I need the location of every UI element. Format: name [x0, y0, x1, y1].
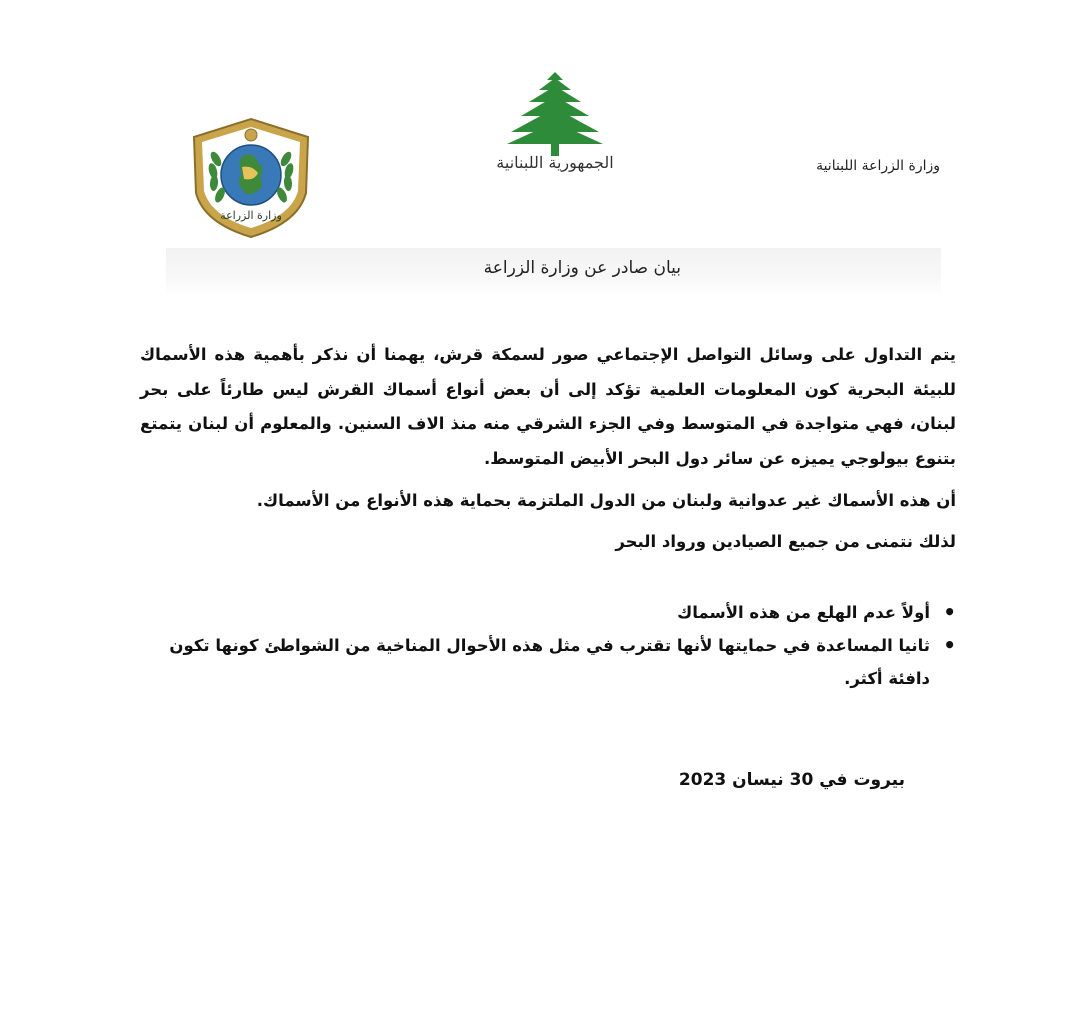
cedar-tree-icon — [505, 70, 605, 158]
statement-body — [140, 338, 956, 559]
ministry-name: وزارة الزراعة اللبنانية — [816, 158, 940, 174]
recommendations-list — [140, 596, 956, 695]
emblem-caption: وزارة الزراعة — [220, 209, 282, 222]
paragraph-appeal: لذلك نتمنى من جميع الصيادين ورواد البحر — [615, 531, 956, 551]
list-item: • ثانيا المساعدة في حمايتها لأنها تقترب في مثل هذه الأحوال المناخية من الشواطئ كونها تكون دافئة أكثر. — [140, 629, 930, 695]
republic-name: الجمهورية اللبنانية — [496, 153, 614, 172]
ministry-emblem-logo — [186, 115, 316, 240]
statement-title: بيان صادر عن وزارة الزراعة — [483, 258, 681, 278]
cedar-tree-logo — [505, 70, 605, 158]
shield-emblem-icon — [186, 115, 316, 240]
list-item: • أولاً عدم الهلع من هذه الأسماك — [140, 596, 930, 629]
date-location: بيروت في 30 نيسان 2023 — [678, 770, 905, 790]
paragraph-non-aggressive: أن هذه الأسماك غير عدوانية ولبنان من الدول الملتزمة بحماية هذه الأنواع من الأسماك. — [256, 491, 956, 510]
paragraph-intro: يتم التداول على وسائل التواصل الإجتماعي صور لسمكة قرش، يهمنا أن نذكر بأهمية هذه الأسماك للبيئة البحرية كون المعلومات العلمية تؤكد إلى أن بعض أنواع أسماك القرش ليس طارئاً على بحر لبنان، فهي متواجدة في المتوسط وفي الجزء الشرقي منه منذ الاف السنين. والمعلوم أن لبنان يتمتع بتنوع بيولوجي يميزه عن سائر دول البحر الأبيض المتوسط. — [140, 345, 956, 468]
